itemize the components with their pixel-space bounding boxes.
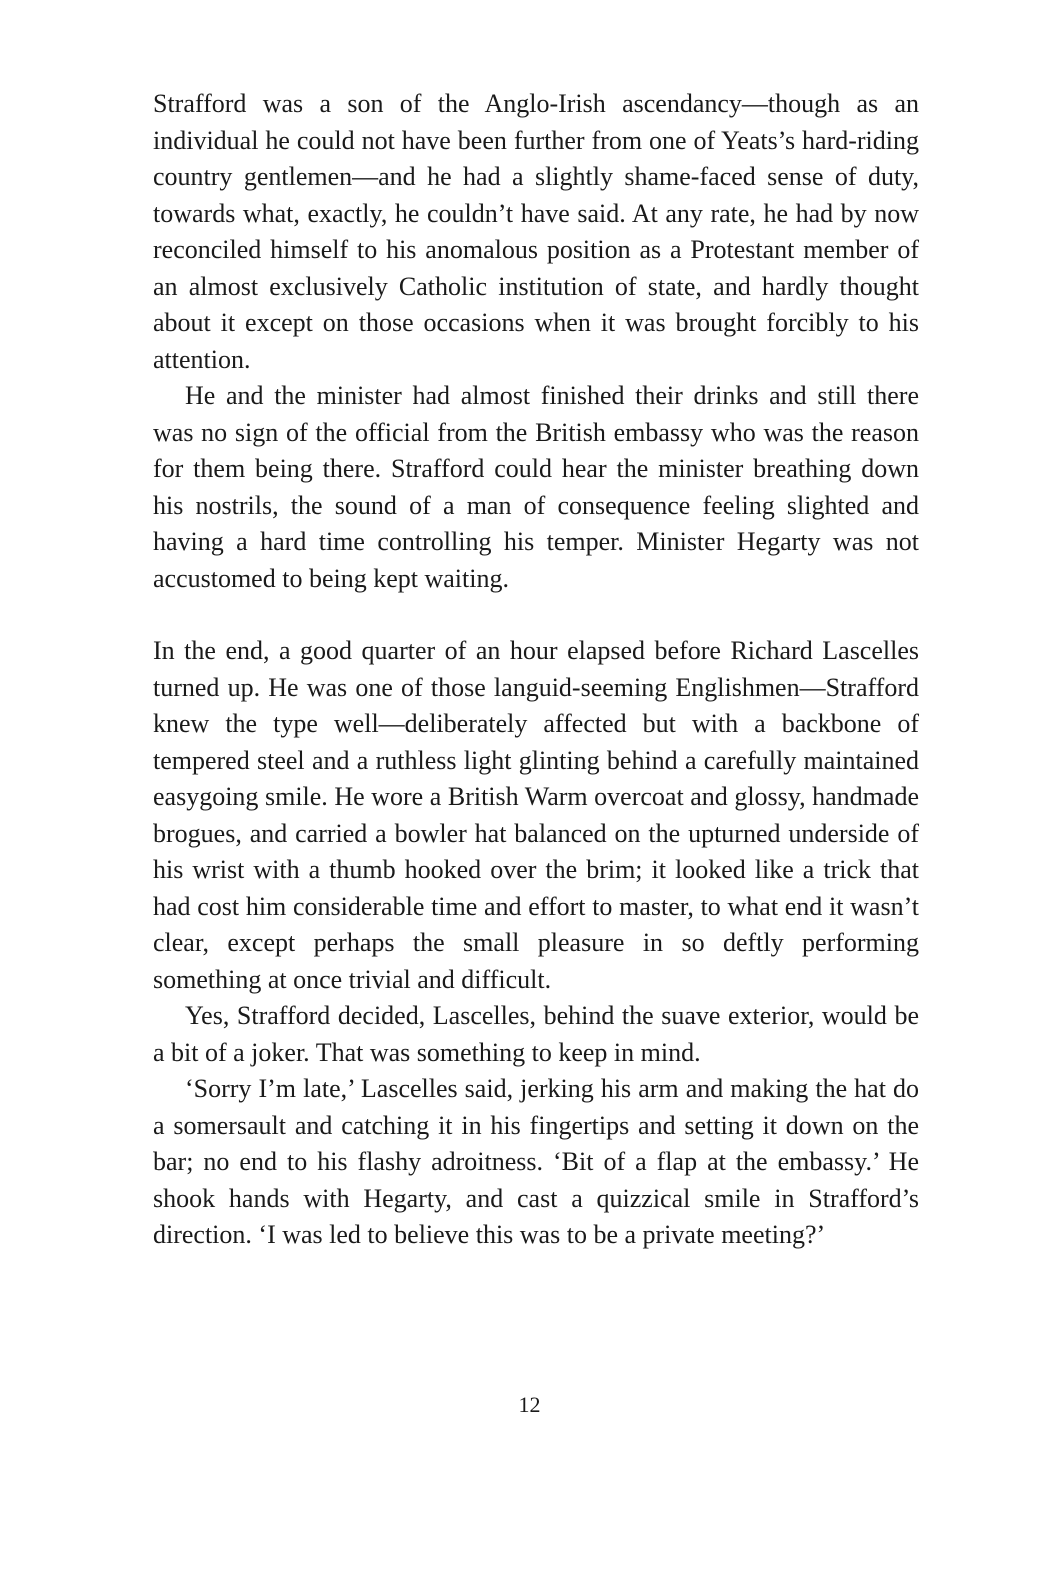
paragraph: He and the minister had almost finished their drinks and still there was no sign of the official from the British embassy who was the reason for them being there. Strafford could hear the minister breathing down his nostrils, the sound of a man of consequence feeling slighted and having a hard time controlling his temper. Minister Hegarty was not accustomed to being kept waiting. (153, 381, 919, 593)
body-text (153, 86, 919, 1254)
page-number: 12 (518, 1392, 541, 1417)
paragraph: ‘Sorry I’m late,’ Lascelles said, jerking his arm and making the hat do a somersault and catching it in his fingertips and setting it down on the bar; no end to his flashy adroitness. ‘Bit of a flap at the embassy.’ He shook hands with Hegarty, and cast a quizzical smile in Strafford’s direction. ‘I was led to believe this was to be a private meeting?’ (153, 1074, 919, 1249)
paragraph: Strafford was a son of the Anglo-Irish ascendancy—though as an individual he could not have been further from one of Yeats’s hard-riding country gentlemen—and he had a slightly shame-faced sense of duty, towards what, exactly, he couldn’t have said. At any rate, he had by now reconciled himself to his anomalous position as a Protestant member of an almost exclusively Catholic institution of state, and hardly thought about it except on those occasions when it was brought forcibly to his attention. (153, 89, 919, 374)
paragraph: Yes, Strafford decided, Lascelles, behind the suave exterior, would be a bit of a joker. That was something to keep in mind. (153, 1001, 919, 1067)
paragraph: In the end, a good quarter of an hour elapsed before Richard Lascelles turned up. He was one of those languid-seeming Englishmen—Strafford knew the type well—deliberately affected but with a backbone of tempered steel and a ruthless light glinting behind a carefully maintained easygoing smile. He wore a British Warm overcoat and glossy, handmade brogues, and carried a bowler hat balanced on the upturned underside of his wrist with a thumb hooked over the brim; it looked like a trick that had cost him considerable time and effort to master, to what end it wasn’t clear, except perhaps the small pleasure in so deftly performing something at once trivial and difficult. (153, 636, 919, 994)
